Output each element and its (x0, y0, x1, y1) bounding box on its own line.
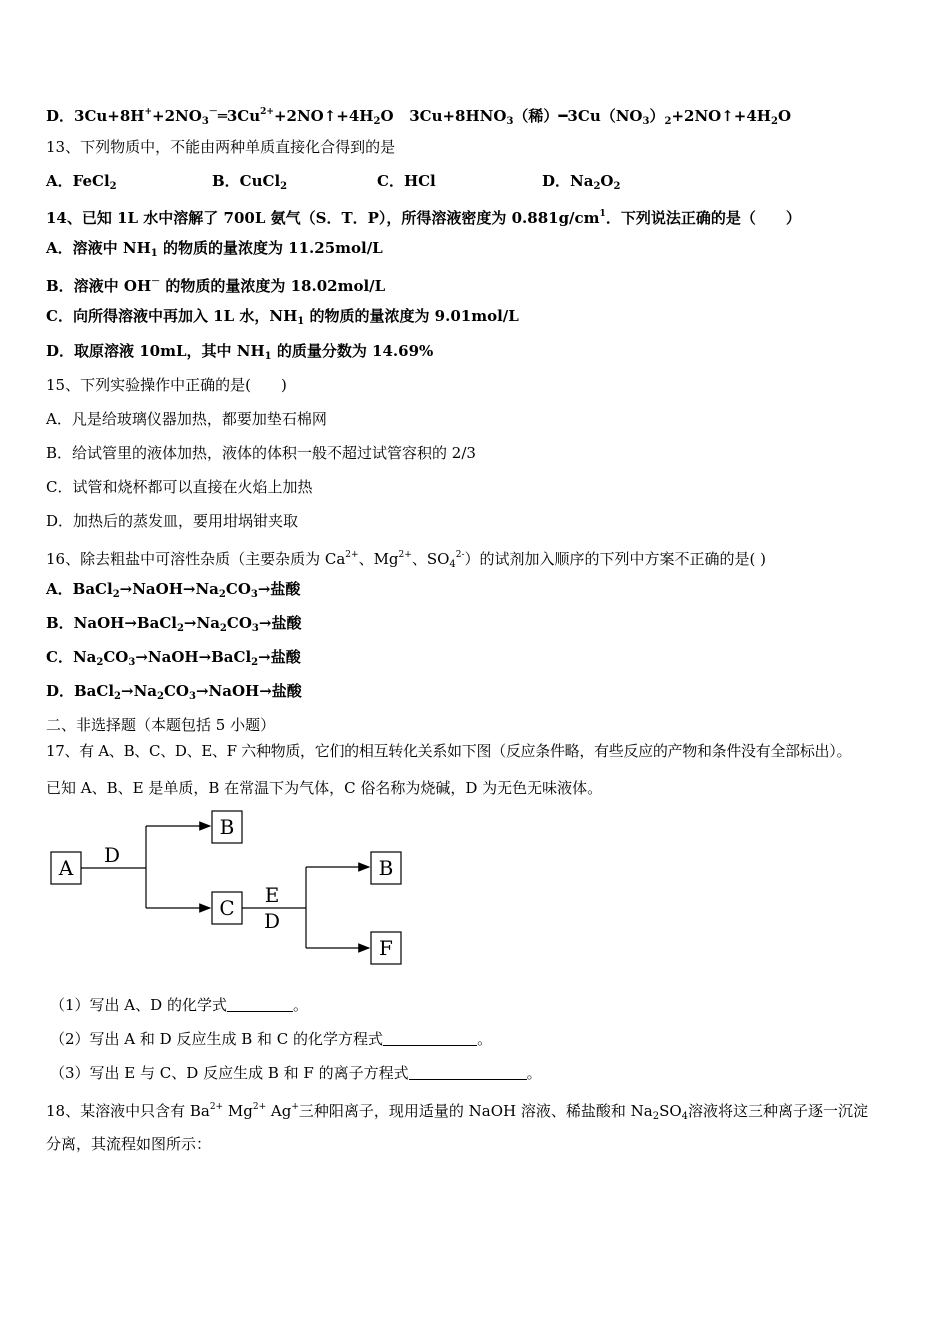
label-b-right: B (378, 856, 394, 880)
q17-part3: （3）写出 E 与 C、D 反应生成 B 和 F 的离子方程式 。 (50, 1064, 542, 1082)
label-f: F (379, 936, 393, 960)
q16-option-b: B．$NaOH\to BaCl_2\to Na_2CO_3\to$盐酸 (46, 614, 302, 634)
q16-option-a: A．$BaCl_2\to NaOH\to Na_2CO_3\to$盐酸 (46, 580, 301, 600)
q15-option-b: B．给试管里的液体加热，液体的体积一般不超过试管容积的 2/3 (46, 444, 476, 462)
q17-stem-line1: 17、有 A、B、C、D、E、F 六种物质，它们的相互转化关系如下图（反应条件略，有些反应的产物和条件没有全部标出）。 (46, 742, 852, 760)
q17-part2: （2）写出 A 和 D 反应生成 B 和 C 的化学方程式 。 (50, 1030, 493, 1048)
q14-option-c: C．向所得溶液中再加入 1L 水，$NH_1$ 的物质的量浓度为 9.01mol/L (46, 307, 519, 327)
q16-option-d: D．$BaCl_2\to Na_2CO_3\to NaOH\to$盐酸 (46, 682, 302, 702)
label-a: A (58, 856, 74, 880)
q15-option-d: D．加热后的蒸发皿，要用坩埚钳夹取 (46, 512, 299, 530)
q13-option-b: B．CuCl$_2$ (212, 172, 288, 192)
section-heading: 二、非选择题（本题包括 5 小题） (46, 716, 276, 734)
q14-option-d: D．取原溶液 10mL，其中 $NH_1$ 的质量分数为 14.69% (46, 342, 434, 362)
q18-stem-line2: 分离，其流程如图所示： (46, 1135, 212, 1153)
label-e: E (264, 883, 280, 907)
q17-stem-line2: 已知 A、B、E 是单质，B 在常温下为气体，C 俗名称为烧碱，D 为无色无味液体。 (46, 779, 603, 797)
q16-stem: 16、除去粗盐中可溶性杂质（主要杂质为 $Ca^{2+}$、$Mg^{2+}$、$SO_4^{2-}$）的试剂加入顺序的下列中方案不正确的是( ) (46, 550, 767, 570)
answer-blank-2[interactable] (383, 1031, 477, 1046)
q17-reaction-diagram (40, 800, 460, 980)
answer-blank-1[interactable] (227, 997, 293, 1012)
q13-stem: 13、下列物质中，不能由两种单质直接化合得到的是 (46, 138, 396, 156)
q13-option-a: A．FeCl$_2$ (46, 172, 117, 192)
q13-option-c: C．HCl (377, 172, 436, 190)
label-d-1: D (103, 843, 121, 867)
q17-part1: （1）写出 A、D 的化学式 。 (50, 996, 308, 1014)
q14-option-b: B．溶液中 OH－ 的物质的量浓度为 18.02mol/L (46, 277, 386, 295)
label-b-top: B (219, 815, 235, 839)
q18-stem-line1: 18、某溶液中只含有 $Ba^{2+}$ $Mg^{2+}$ Ag+三种阳离子，现用适量的 NaOH 溶液、稀盐酸和 $Na_2SO_4$溶液将这三种离子逐一沉淀 (46, 1102, 869, 1122)
q16-option-c: C．$Na_2CO_3\to NaOH\to BaCl_2\to$盐酸 (46, 648, 301, 668)
label-d-2: D (263, 909, 281, 933)
q13-option-d: D．$Na_2O_2$ (542, 172, 621, 192)
q14-option-a: A．溶液中 $NH_1$ 的物质的量浓度为 11.25mol/L (46, 239, 383, 259)
label-c: C (219, 896, 235, 920)
q15-option-a: A．凡是给玻璃仪器加热，都要加垫石棉网 (46, 410, 327, 428)
q12-option-d: D．$3Cu+8H^++2NO_3^-═3Cu^{2+}+2NO↑+4H_2O$ $3Cu+8HNO_3$（稀）$━3Cu(NO_3)_2+2NO↑+4H_2O$ (46, 107, 792, 127)
q15-stem: 15、下列实验操作中正确的是( ) (46, 376, 287, 394)
answer-blank-3[interactable] (409, 1065, 527, 1080)
q14-stem: 14、已知 1L 水中溶解了 700L 氨气（S．T．P），所得溶液密度为 $0.881g/cm^1$．下列说法正确的是（ ） (46, 209, 801, 227)
q15-option-c: C．试管和烧杯都可以直接在火焰上加热 (46, 478, 313, 496)
